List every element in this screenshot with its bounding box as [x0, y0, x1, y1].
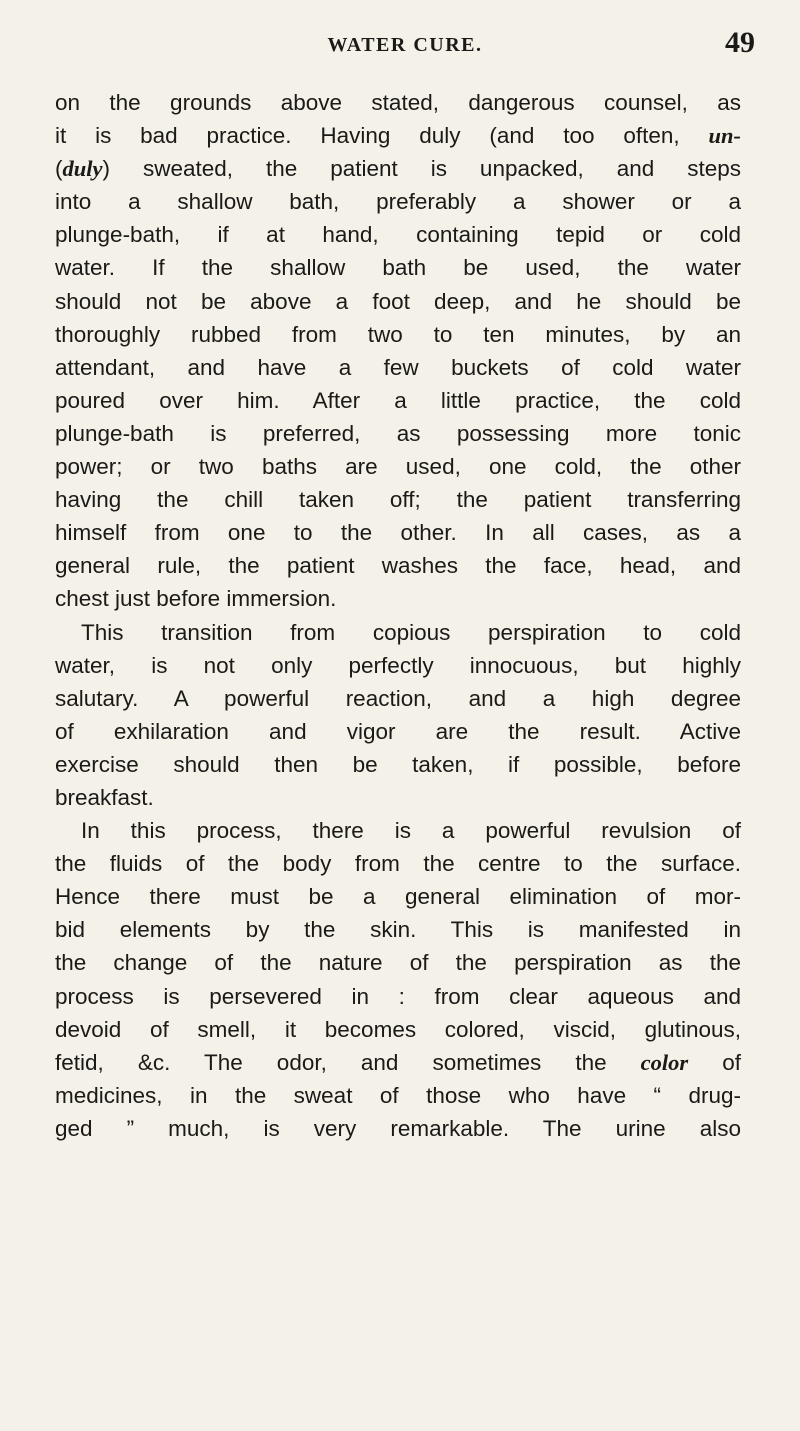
text-line: poured over him. After a little practice, the cold [55, 387, 741, 413]
text-line: In this process, there is a powerful revulsion of [81, 818, 741, 844]
text-span: fetid, &c. The odor, and sometimes the [55, 1049, 607, 1075]
italic-text: color [640, 1049, 689, 1075]
text-line: process is persevered in : from clear aqueous and [55, 983, 741, 1009]
text-line: Hence there must be a general elimination of mor- [55, 884, 741, 910]
text-line: attendant, and have a few buckets of cold water [55, 354, 741, 380]
text-line: plunge-bath, if at hand, containing tepid or cold [55, 222, 741, 248]
text-line: medicines, in the sweat of those who have “ drug- [55, 1082, 741, 1108]
running-title: WATER CURE. [327, 34, 483, 56]
running-head [55, 26, 755, 66]
text-line: chest just before immersion. [55, 586, 337, 612]
text-span: ( [55, 156, 63, 182]
text-span: it is bad practice. Having duly (and too often, [55, 123, 680, 149]
text-line: exercise should then be taken, if possible, before [55, 751, 741, 777]
text-line: himself from one to the other. In all cases, as a [55, 520, 741, 546]
text-line: general rule, the patient washes the face, head, and [55, 553, 741, 579]
text-span: of [722, 1049, 741, 1075]
italic-text: un- [708, 123, 741, 149]
text-line: devoid of smell, it becomes colored, viscid, glutinous, [55, 1016, 741, 1042]
text-line: ged ” much, is very remarkable. The urine also [55, 1115, 741, 1141]
text-line: salutary. A powerful reaction, and a high degree [55, 685, 741, 711]
text-line: plunge-bath is preferred, as possessing more tonic [55, 420, 741, 446]
body-text [55, 86, 741, 1145]
text-line [55, 119, 741, 152]
text-line: of exhilaration and vigor are the result. Active [55, 718, 741, 744]
text-line: water. If the shallow bath be used, the water [55, 255, 741, 281]
text-line: having the chill taken off; the patient transferring [55, 487, 741, 513]
text-span: ) sweated, the patient is unpacked, and steps [102, 156, 741, 182]
text-line: should not be above a foot deep, and he should be [55, 288, 741, 314]
text-line: power; or two baths are used, one cold, the other [55, 454, 741, 480]
page-number: 49 [725, 26, 755, 59]
text-line [55, 152, 741, 185]
text-line: the change of the nature of the perspiration as the [55, 950, 741, 976]
text-line: bid elements by the skin. This is manifested in [55, 917, 741, 943]
text-line: water, is not only perfectly innocuous, but highly [55, 652, 741, 678]
italic-text: duly [62, 156, 103, 182]
text-line: thoroughly rubbed from two to ten minutes, by an [55, 321, 741, 347]
text-line: into a shallow bath, preferably a shower or a [55, 189, 741, 215]
text-line [55, 1046, 741, 1079]
text-line: on the grounds above stated, dangerous counsel, as [55, 90, 741, 115]
text-line: the fluids of the body from the centre to the surface. [55, 851, 741, 877]
text-line: This transition from copious perspiration to cold [81, 619, 741, 645]
text-line: breakfast. [55, 784, 154, 810]
